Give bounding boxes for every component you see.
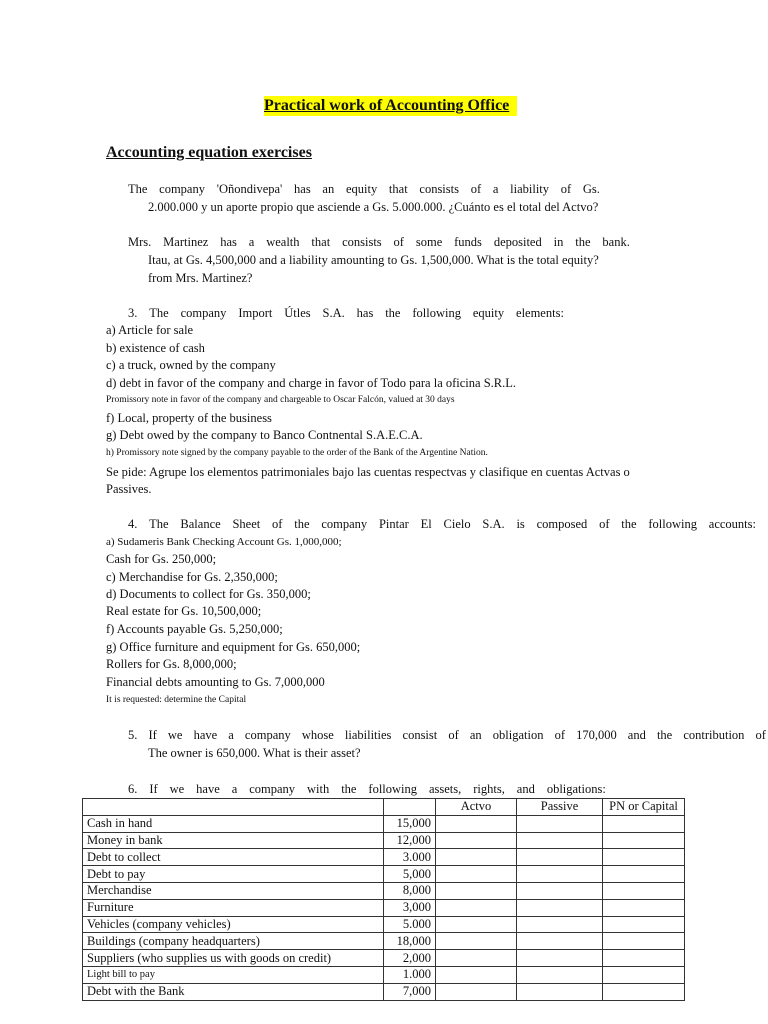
table-header-cell: PN or Capital (603, 799, 685, 816)
account-label-cell: Money in bank (83, 832, 384, 849)
answer-cell[interactable] (517, 866, 603, 883)
word: of (599, 517, 610, 531)
word: of (448, 728, 459, 742)
answer-cell[interactable] (517, 966, 603, 983)
word: 4. (128, 517, 138, 531)
answer-cell[interactable] (517, 882, 603, 899)
answer-cell[interactable] (517, 815, 603, 832)
word: the (575, 235, 591, 249)
word: company (321, 517, 368, 531)
answer-cell[interactable] (436, 832, 517, 849)
word: with (307, 782, 330, 796)
table-row (83, 933, 685, 950)
amount-cell: 3,000 (384, 899, 436, 916)
word: S.A. (322, 306, 345, 320)
word: assets, (428, 782, 462, 796)
exercise-4-line-1 (128, 516, 756, 532)
exercise-6-line-1 (128, 781, 606, 797)
answer-cell[interactable] (603, 966, 685, 983)
word: Balance (180, 517, 221, 531)
word: has (294, 182, 311, 196)
word: of (470, 182, 482, 196)
word: a (492, 182, 499, 196)
answer-cell[interactable] (603, 916, 685, 933)
answer-cell[interactable] (436, 899, 517, 916)
answer-cell[interactable] (603, 933, 685, 950)
answer-cell[interactable] (436, 916, 517, 933)
word: obligations: (546, 782, 606, 796)
word: following (368, 782, 418, 796)
word: Import (238, 306, 273, 320)
word: the (621, 517, 637, 531)
exercise-4-item: c) Merchandise for Gs. 2,350,000; (106, 570, 278, 584)
word: Gs. (582, 182, 600, 196)
table-row (83, 882, 685, 899)
word: liabilities (344, 728, 392, 742)
amount-cell: 3.000 (384, 849, 436, 866)
assets-table (82, 798, 685, 1001)
exercise-3-item: f) Local, property of the business (106, 411, 272, 425)
word: bank. (602, 235, 630, 249)
exercise-4-item: Financial debts amounting to Gs. 7,000,000 (106, 675, 325, 689)
table-row (83, 866, 685, 883)
word: 170,000 (576, 728, 617, 742)
word: The (128, 182, 148, 196)
exercise-3-request-line-2: Passives. (106, 482, 152, 496)
word: The (149, 306, 169, 320)
table-row (83, 832, 685, 849)
word: If (149, 782, 158, 796)
exercise-4-item: f) Accounts payable Gs. 5,250,000; (106, 622, 283, 636)
word: following (412, 306, 461, 320)
answer-cell[interactable] (517, 933, 603, 950)
word: liability (510, 182, 550, 196)
word: Útles (284, 306, 311, 320)
word: wealth (266, 235, 300, 249)
word: S.A. (482, 517, 505, 531)
exercise-3-item: h) Promissory note signed by the company payable to the order of the Bank of the Argentine Nation. (106, 448, 488, 458)
table-row (83, 950, 685, 967)
answer-cell[interactable] (436, 950, 517, 967)
table-row (83, 983, 685, 1000)
word: funds (454, 235, 482, 249)
exercise-3-item: g) Debt owed by the company to Banco Contnental S.A.E.C.A. (106, 428, 423, 442)
answer-cell[interactable] (517, 832, 603, 849)
amount-cell: 12,000 (384, 832, 436, 849)
word: a (231, 782, 238, 796)
exercise-4-item: g) Office furniture and equipment for Gs. 650,000; (106, 640, 361, 654)
answer-cell[interactable] (603, 882, 685, 899)
account-label-cell: Buildings (company headquarters) (83, 933, 384, 950)
answer-cell[interactable] (436, 933, 517, 950)
word: The (149, 517, 169, 531)
exercise-3-item: b) existence of cash (106, 341, 205, 355)
word: that (388, 182, 408, 196)
word: the (656, 728, 673, 742)
account-label-cell: Debt to collect (83, 849, 384, 866)
word: some (415, 235, 443, 249)
word: a (228, 728, 234, 742)
word: deposited (493, 235, 542, 249)
exercise-5-line-1 (128, 727, 766, 743)
word: is (516, 517, 525, 531)
table-body (83, 815, 685, 1000)
answer-cell[interactable] (517, 849, 603, 866)
exercise-3-request-line-1: Se pide: Agrupe los elementos patrimoniales bajo las cuentas respectvas y clasifique en cuentas Actvas o (106, 465, 630, 479)
account-label-cell: Light bill to pay (83, 966, 384, 983)
exercise-1-line-1 (128, 181, 600, 197)
word: company (249, 782, 296, 796)
answer-cell[interactable] (603, 899, 685, 916)
table-row (83, 849, 685, 866)
word: Martinez (163, 235, 209, 249)
word: of (755, 728, 766, 742)
word: 'Oñondivepa' (216, 182, 283, 196)
answer-cell[interactable] (436, 983, 517, 1000)
account-label-cell: Debt to pay (83, 866, 384, 883)
word: 5. (128, 728, 138, 742)
answer-cell[interactable] (436, 866, 517, 883)
amount-cell: 5.000 (384, 916, 436, 933)
word: an (469, 728, 482, 742)
word: consists (419, 182, 459, 196)
table-row (83, 916, 685, 933)
amount-cell: 15,000 (384, 815, 436, 832)
exercise-4-item: Real estate for Gs. 10,500,000; (106, 604, 262, 618)
answer-cell[interactable] (436, 966, 517, 983)
exercise-3-line-1 (128, 305, 564, 321)
word: that (311, 235, 331, 249)
word: we (167, 728, 183, 742)
exercise-4-item: Cash for Gs. 250,000; (106, 552, 217, 566)
exercise-4-item: d) Documents to collect for Gs. 350,000; (106, 587, 311, 601)
account-label-cell: Furniture (83, 899, 384, 916)
amount-cell: 8,000 (384, 882, 436, 899)
word: have (196, 782, 220, 796)
amount-cell: 2,000 (384, 950, 436, 967)
word: company (244, 728, 291, 742)
answer-cell[interactable] (436, 882, 517, 899)
answer-cell[interactable] (603, 849, 685, 866)
exercise-2-line-2: Itau, at Gs. 4,500,000 and a liability amounting to Gs. 1,500,000. What is the total equity? (148, 253, 599, 267)
word: Sheet (232, 517, 261, 531)
word: accounts: (708, 517, 756, 531)
exercise-3-item: a) Article for sale (106, 323, 194, 337)
word: have (193, 728, 218, 742)
word: consists (342, 235, 382, 249)
document-title: Practical work of Accounting Office (264, 96, 517, 116)
exercise-3-item: d) debt in favor of the company and charge in favor of Todo para la oficina S.R.L. (106, 376, 516, 390)
word: has (220, 235, 237, 249)
exercise-3-item: c) a truck, owned by the company (106, 358, 276, 372)
table-header-row (83, 799, 685, 816)
exercise-5-line-2: The owner is 650,000. What is their asset? (148, 746, 361, 760)
answer-cell[interactable] (436, 815, 517, 832)
exercise-4-item: a) Sudameris Bank Checking Account Gs. 1,000,000; (106, 536, 342, 548)
word: composed (536, 517, 588, 531)
exercise-2-line-1 (128, 234, 630, 250)
word: equity (345, 182, 378, 196)
exercise-1-line-2: 2.000.000 y un aporte propio que asciende a Gs. 5.000.000. ¿Cuánto es el total del Actvo? (148, 200, 599, 214)
word: rights, (473, 782, 505, 796)
section-heading: Accounting equation exercises (106, 144, 312, 161)
word: of (554, 728, 565, 742)
table-row (83, 899, 685, 916)
word: the (294, 517, 310, 531)
answer-cell[interactable] (517, 899, 603, 916)
word: Cielo (443, 517, 471, 531)
word: 6. (128, 782, 138, 796)
answer-cell[interactable] (517, 950, 603, 967)
word: If (148, 728, 157, 742)
answer-cell[interactable] (603, 815, 685, 832)
amount-cell: 18,000 (384, 933, 436, 950)
word: Pintar (378, 517, 409, 531)
exercise-3-item: Promissory note in favor of the company and chargeable to Oscar Falcón, valued at 30 days (106, 395, 455, 405)
word: and (516, 782, 535, 796)
word: El (420, 517, 432, 531)
word: of (560, 182, 572, 196)
table-header-cell (384, 799, 436, 816)
table-row (83, 815, 685, 832)
answer-cell[interactable] (603, 866, 685, 883)
word: in (553, 235, 564, 249)
word: of (272, 517, 283, 531)
word: the (341, 782, 357, 796)
account-label-cell: Suppliers (who supplies us with goods on credit) (83, 950, 384, 967)
word: we (169, 782, 185, 796)
account-label-cell: Merchandise (83, 882, 384, 899)
account-label-cell: Cash in hand (83, 815, 384, 832)
word: has (356, 306, 374, 320)
answer-cell[interactable] (603, 832, 685, 849)
table-header-cell (83, 799, 384, 816)
account-label-cell: Debt with the Bank (83, 983, 384, 1000)
word: contribution (683, 728, 745, 742)
answer-cell[interactable] (517, 983, 603, 1000)
word: the (385, 306, 401, 320)
answer-cell[interactable] (603, 983, 685, 1000)
word: company (159, 182, 205, 196)
word: elements: (516, 306, 564, 320)
word: following (648, 517, 697, 531)
word: 3. (128, 306, 138, 320)
answer-cell[interactable] (517, 916, 603, 933)
answer-cell[interactable] (436, 849, 517, 866)
word: equity (472, 306, 505, 320)
word: Mrs. (128, 235, 152, 249)
word: a (248, 235, 255, 249)
word: obligation (492, 728, 544, 742)
word: and (627, 728, 646, 742)
word: consist (402, 728, 438, 742)
table-row (83, 966, 685, 983)
exercise-4-request: It is requested: determine the Capital (106, 695, 247, 705)
word: an (322, 182, 335, 196)
table-header-cell: Passive (517, 799, 603, 816)
word: whose (301, 728, 334, 742)
exercise-2-line-3: from Mrs. Martinez? (148, 271, 253, 285)
amount-cell: 5,000 (384, 866, 436, 883)
word: of (393, 235, 404, 249)
answer-cell[interactable] (603, 950, 685, 967)
exercise-4-item: Rollers for Gs. 8,000,000; (106, 657, 237, 671)
amount-cell: 1.000 (384, 966, 436, 983)
word: company (180, 306, 227, 320)
account-label-cell: Vehicles (company vehicles) (83, 916, 384, 933)
table-header-cell: Actvo (436, 799, 517, 816)
amount-cell: 7,000 (384, 983, 436, 1000)
